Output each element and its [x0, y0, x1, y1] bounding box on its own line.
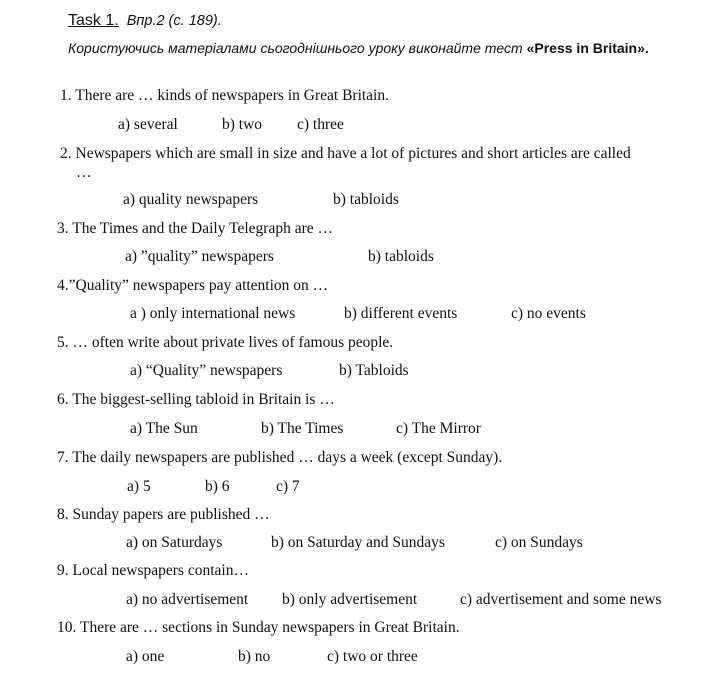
q4-option-a: a ) only international news	[130, 305, 296, 322]
question-1: 1. There are … kinds of newspapers in Great Britain.	[60, 87, 389, 104]
question-10: 10. There are … sections in Sunday newspapers in Great Britain.	[57, 619, 460, 636]
question-4: 4.”Quality” newspapers pay attention on …	[57, 277, 329, 294]
question-8: 8. Sunday papers are published …	[57, 506, 270, 523]
q1-option-a: a) several	[118, 116, 178, 133]
q1-option-b: b) two	[222, 116, 263, 133]
q9-option-b: b) only advertisement	[282, 591, 418, 608]
q3-option-b: b) tabloids	[368, 248, 434, 265]
q6-option-c: c) The Mirror	[396, 420, 481, 437]
q6-option-b: b) The Times	[261, 420, 344, 437]
q7-option-c: c) 7	[276, 478, 300, 495]
q9-option-c: c) advertisement and some news	[460, 591, 662, 608]
q8-option-c: c) on Sundays	[495, 534, 583, 551]
task-instruction	[68, 36, 668, 60]
instruction-text: Користуючись матеріалами сьогоднішнього уроку виконайте тест	[68, 40, 527, 56]
q3-option-a: a) ”quality” newspapers	[125, 248, 274, 265]
q10-option-c: c) two or three	[327, 648, 418, 665]
q2-option-a: a) quality newspapers	[123, 191, 259, 208]
question-9: 9. Local newspapers contain…	[57, 562, 249, 579]
test-title: «Press in Britain».	[526, 40, 649, 56]
q5-option-a: a) “Quality” newspapers	[130, 362, 283, 379]
task-reference: Впр.2 (с. 189).	[126, 13, 222, 29]
q8-option-a: a) on Saturdays	[126, 534, 223, 551]
q4-option-b: b) different events	[344, 305, 458, 322]
q9-option-a: a) no advertisement	[126, 591, 249, 608]
q1-option-c: c) three	[297, 116, 344, 133]
question-7: 7. The daily newspapers are published … days a week (except Sunday).	[57, 449, 503, 466]
q7-option-a: a) 5	[127, 478, 151, 495]
q10-option-a: a) one	[126, 648, 165, 665]
q7-option-b: b) 6	[205, 478, 230, 495]
question-6: 6. The biggest-selling tabloid in Britain is …	[57, 391, 335, 408]
question-2: 2. Newspapers which are small in size and have a lot of pictures and short articles are called	[60, 145, 631, 162]
q6-option-a: a) The Sun	[130, 420, 198, 437]
q10-option-b: b) no	[238, 648, 271, 665]
task-title: Task 1.	[68, 12, 119, 29]
question-2-continuation: …	[76, 164, 92, 181]
question-3: 3. The Times and the Daily Telegraph are …	[57, 220, 333, 237]
q8-option-b: b) on Saturday and Sundays	[271, 534, 445, 551]
q5-option-b: b) Tabloids	[339, 362, 409, 379]
q4-option-c: c) no events	[511, 305, 586, 322]
question-5: 5. … often write about private lives of famous people.	[57, 334, 394, 351]
q2-option-b: b) tabloids	[333, 191, 399, 208]
task-heading	[68, 12, 222, 30]
